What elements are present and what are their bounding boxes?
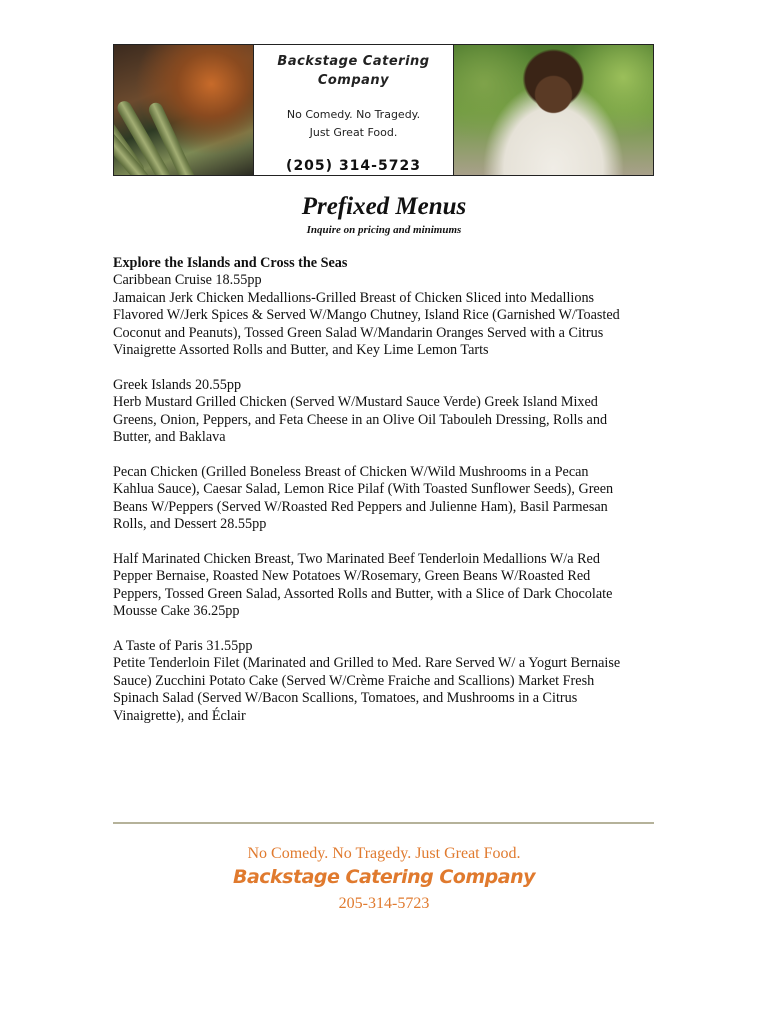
menu-line: Flavored W/Jerk Spices & Served W/Mango Chutney, Island Rice (Garnished W/Toasted: [113, 307, 620, 324]
banner-slogan-line-2: Just Great Food.: [309, 126, 398, 139]
menu-line: Coconut and Peanuts), Tossed Green Salad W/Mandarin Oranges Served with a Citrus: [113, 324, 604, 341]
menu-line: Greens, Onion, Peppers, and Feta Cheese in an Olive Oil Tabouleh Dressing, Rolls and: [113, 411, 608, 428]
section-heading: Explore the Islands and Cross the Seas: [113, 255, 348, 271]
menu-chicken-beef-tenderloin: [113, 551, 658, 621]
footer-divider: [113, 822, 654, 824]
menu-content: [113, 255, 658, 742]
asparagus-photo: [114, 45, 253, 175]
menu-line: Sauce) Zucchini Potato Cake (Served W/Crème Fraiche and Scallions) Market Fresh: [113, 672, 595, 689]
menu-line: Mousse Cake 36.25pp: [113, 603, 240, 620]
menu-line: Rolls, and Dessert 28.55pp: [113, 516, 267, 533]
menu-greek-islands: [113, 377, 658, 447]
banner-text-panel: [253, 45, 454, 175]
menu-line: Caribbean Cruise 18.55pp: [113, 272, 262, 289]
header-banner: [113, 44, 654, 176]
menu-line: Jamaican Jerk Chicken Medallions-Grilled Breast of Chicken Sliced into Medallions: [113, 289, 595, 306]
footer-phone: 205-314-5723: [338, 895, 430, 912]
menu-pecan-chicken: [113, 464, 658, 534]
banner-brand: [254, 52, 453, 90]
menu-line: Greek Islands 20.55pp: [113, 376, 242, 393]
menu-line: Kahlua Sauce), Caesar Salad, Lemon Rice Pilaf (With Toasted Sunflower Seeds), Green: [113, 481, 614, 498]
menu-line: A Taste of Paris 31.55pp: [113, 637, 253, 654]
banner-slogan: [254, 106, 453, 142]
menu-line: Pecan Chicken (Grilled Boneless Breast of Chicken W/Wild Mushrooms in a Pecan: [113, 463, 589, 480]
menu-caribbean-cruise: [113, 272, 658, 359]
chef-portrait-photo: [454, 45, 653, 175]
footer-slogan: No Comedy. No Tragedy. Just Great Food.: [247, 845, 521, 862]
menu-line: Vinaigrette Assorted Rolls and Butter, and Key Lime Lemon Tarts: [113, 342, 489, 359]
menu-line: Half Marinated Chicken Breast, Two Marinated Beef Tenderloin Medallions W/a Red: [113, 550, 600, 567]
banner-slogan-line-1: No Comedy. No Tragedy.: [286, 108, 421, 121]
banner-brand-line-1: Backstage Catering: [277, 54, 430, 69]
menu-line: Vinaigrette), and Éclair: [113, 707, 246, 724]
menu-line: Petite Tenderloin Filet (Marinated and Grilled to Med. Rare Served W/ a Yogurt Bernaise: [113, 655, 621, 672]
menu-line: Spinach Salad (Served W/Bacon Scallions, Tomatoes, and Mushrooms in a Citrus: [113, 690, 578, 707]
footer-brand: Backstage Catering Company: [232, 866, 535, 888]
menu-line: Beans W/Peppers (Served W/Roasted Red Peppers and Julienne Ham), Basil Parmesan: [113, 498, 608, 515]
menu-line: Herb Mustard Grilled Chicken (Served W/Mustard Sauce Verde) Greek Island Mixed: [113, 394, 598, 411]
banner-brand-line-2: Company: [317, 73, 390, 88]
page-title: Prefixed Menus: [301, 193, 467, 220]
menu-line: Peppers, Tossed Green Salad, Assorted Rolls and Butter, with a Slice of Dark Chocolate: [113, 585, 613, 602]
menu-line: Butter, and Baklava: [113, 429, 226, 446]
page-subtitle: Inquire on pricing and minimums: [306, 224, 462, 236]
menu-line: Pepper Bernaise, Roasted New Potatoes W/Rosemary, Green Beans W/Roasted Red: [113, 568, 591, 585]
banner-phone: (205) 314-5723: [286, 158, 421, 174]
menu-taste-of-paris: [113, 638, 658, 725]
